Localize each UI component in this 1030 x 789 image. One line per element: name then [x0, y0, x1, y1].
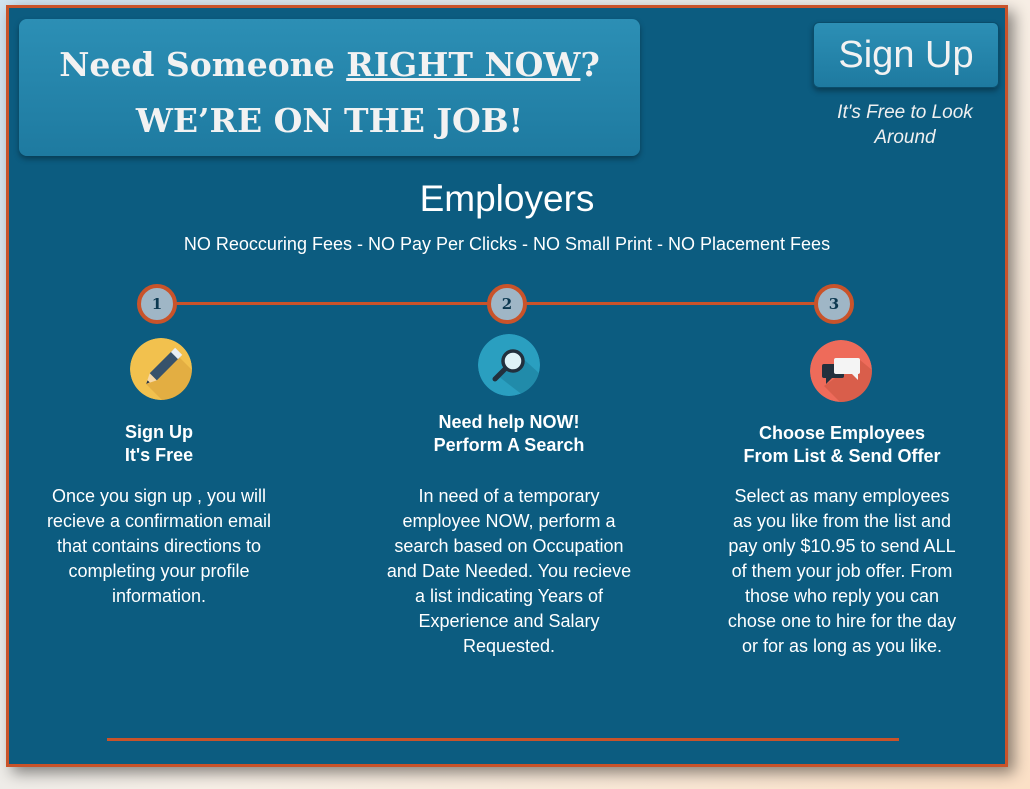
sign-up-note-line-2: Around	[874, 127, 936, 148]
step-3-desc-line: or for as long as you like.	[741, 636, 943, 656]
headline-line-1	[19, 45, 640, 84]
step-3-description	[689, 484, 995, 659]
step-2-desc-line: search based on Occupation	[394, 536, 624, 556]
step-3-desc-line: as you like from the list and	[732, 511, 952, 531]
step-1-title-line-1: Sign Up	[125, 422, 193, 442]
bottom-divider	[107, 738, 899, 741]
step-3-desc-line: chose one to hire for the day	[727, 611, 957, 631]
step-1-title	[69, 421, 249, 467]
pencil-icon	[130, 338, 192, 400]
step-2-desc-line: Requested.	[462, 636, 556, 656]
step-1-description	[9, 484, 309, 609]
magnifier-icon	[478, 334, 540, 396]
step-1-desc-line: information.	[111, 586, 207, 606]
step-1-desc-line: Once you sign up , you will	[51, 486, 267, 506]
employers-panel	[6, 5, 1008, 767]
sign-up-button[interactable]: Sign Up	[813, 22, 999, 88]
step-1-desc-line: that contains directions to	[56, 536, 262, 556]
step-3-title	[717, 422, 967, 468]
step-2-desc-line: In need of a temporary	[418, 486, 600, 506]
step-2-desc-line: Experience and Salary	[418, 611, 600, 631]
headline-text-pre: Need Someone	[59, 45, 347, 84]
step-2-desc-line: and Date Needed. You recieve	[386, 561, 632, 581]
step-1-desc-line: completing your profile	[68, 561, 250, 581]
chat-bubbles-icon	[810, 340, 872, 402]
headline-text-emphasis: RIGHT NOW	[346, 45, 581, 84]
step-3-desc-line: pay only $10.95 to send ALL	[728, 536, 956, 556]
headline-text-post: ?	[580, 45, 600, 84]
step-3-title-line-1: Choose Employees	[758, 423, 926, 443]
step-2-title-line-1: Need help NOW!	[438, 412, 580, 432]
step-3-title-line-2: From List & Send Offer	[743, 446, 941, 466]
headline-banner	[19, 19, 640, 156]
step-1-number: 1	[137, 284, 177, 324]
step-3-desc-line: Select as many employees	[734, 486, 950, 506]
sign-up-note-line-1: It's Free to Look	[837, 102, 973, 123]
step-3-desc-line: those who reply you can	[744, 586, 940, 606]
section-tagline: NO Reoccuring Fees - NO Pay Per Clicks - NO Small Print - NO Placement Fees	[183, 234, 831, 254]
section-heading: Employers	[419, 178, 595, 219]
sign-up-note	[799, 100, 1011, 150]
step-2-desc-line: a list indicating Years of	[414, 586, 604, 606]
step-1-title-line-2: It's Free	[124, 445, 194, 465]
step-2-description	[349, 484, 669, 659]
step-2-desc-line: employee NOW, perform a	[402, 511, 616, 531]
step-2-number: 2	[487, 284, 527, 324]
step-3-number: 3	[814, 284, 854, 324]
step-3-desc-line: of them your job offer. From	[731, 561, 953, 581]
step-1-desc-line: recieve a confirmation email	[46, 511, 272, 531]
headline-line-2: WE’RE ON THE JOB!	[135, 101, 524, 140]
step-2-title-line-2: Perform A Search	[433, 435, 585, 455]
step-2-title	[389, 411, 629, 457]
